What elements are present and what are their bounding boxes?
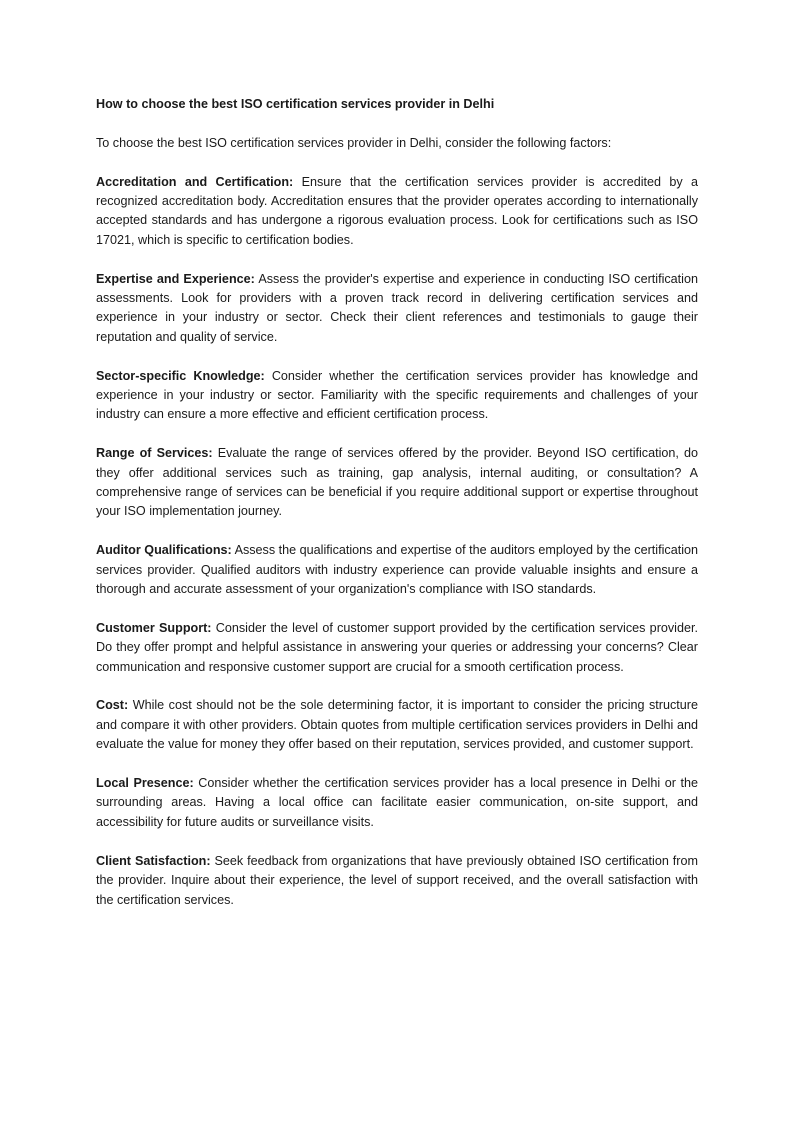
section-heading: Sector-specific Knowledge:: [96, 368, 265, 383]
section-heading: Local Presence:: [96, 776, 194, 791]
section-range-of-services: [96, 444, 698, 522]
section-heading: Accreditation and Certification:: [96, 174, 294, 189]
section-heading: Customer Support:: [96, 620, 212, 635]
section-body: Seek feedback from organizations that have previously obtained ISO certification from the provider. Inquire about their experience, the level of support received, and the overall satisfaction with the certification services.: [96, 853, 698, 907]
section-body: Ensure that the certification services provider is accredited by a recognized accreditation body. Accreditation ensures that the provider operates according to internationally accepted standards and has undergone a rigorous evaluation process. Look for certifications such as ISO 17021, which is specific to certification bodies.: [96, 174, 699, 247]
section-cost: [96, 696, 698, 754]
section-client-satisfaction: [96, 852, 698, 910]
section-heading: Cost:: [96, 698, 129, 713]
section-heading: Auditor Qualifications:: [96, 543, 232, 558]
section-body: Evaluate the range of services offered by the provider. Beyond ISO certification, do they offer additional services such as training, gap analysis, internal auditing, or consultation? A comprehensive range of services can be beneficial if you require additional support or expertise throughout your ISO implementation journey.: [96, 446, 699, 519]
section-heading: Expertise and Experience:: [96, 271, 255, 286]
section-accreditation: [96, 173, 698, 251]
section-heading: Range of Services:: [96, 446, 213, 461]
section-expertise: [96, 270, 698, 348]
section-body: Consider the level of customer support provided by the certification services provider. Do they offer prompt and helpful assistance in answering your queries or addressing your concerns? Clear communication and responsive customer support are crucial for a smooth certification process.: [96, 620, 698, 674]
section-body: Consider whether the certification services provider has knowledge and experience in your industry or sector. Familiarity with the specific requirements and challenges of your industry can ensure a more effective and efficient certification process.: [96, 368, 699, 422]
section-customer-support: [96, 619, 698, 677]
section-body: Assess the provider's expertise and experience in conducting ISO certification assessments. Look for providers with a proven track record in delivering certification services and experience in your industry or sector. Check their client references and testimonials to gauge their reputation and quality of service.: [96, 271, 698, 344]
section-sector-knowledge: [96, 367, 698, 425]
section-body: Assess the qualifications and expertise of the auditors employed by the certification services provider. Qualified auditors with industry experience can provide valuable insights and ensure a thorough and accurate assessment of your organization's compliance with ISO standards.: [96, 543, 699, 597]
section-auditor-qualifications: [96, 541, 698, 599]
section-local-presence: [96, 774, 698, 832]
page-title: How to choose the best ISO certification services provider in Delhi: [96, 97, 495, 111]
section-heading: Client Satisfaction:: [96, 853, 211, 868]
intro-paragraph: To choose the best ISO certification services provider in Delhi, consider the following factors:: [96, 135, 612, 150]
document-page: [96, 95, 698, 929]
section-body: Consider whether the certification services provider has a local presence in Delhi or the surrounding areas. Having a local office can facilitate easier communication, on-site support, and accessibility for future audits or surveillance visits.: [96, 776, 698, 829]
section-body: While cost should not be the sole determining factor, it is important to consider the pricing structure and compare it with other providers. Obtain quotes from multiple certification services providers in Delhi and evaluate the value for money they offer based on their reputation, services provided, and customer support.: [96, 698, 698, 752]
